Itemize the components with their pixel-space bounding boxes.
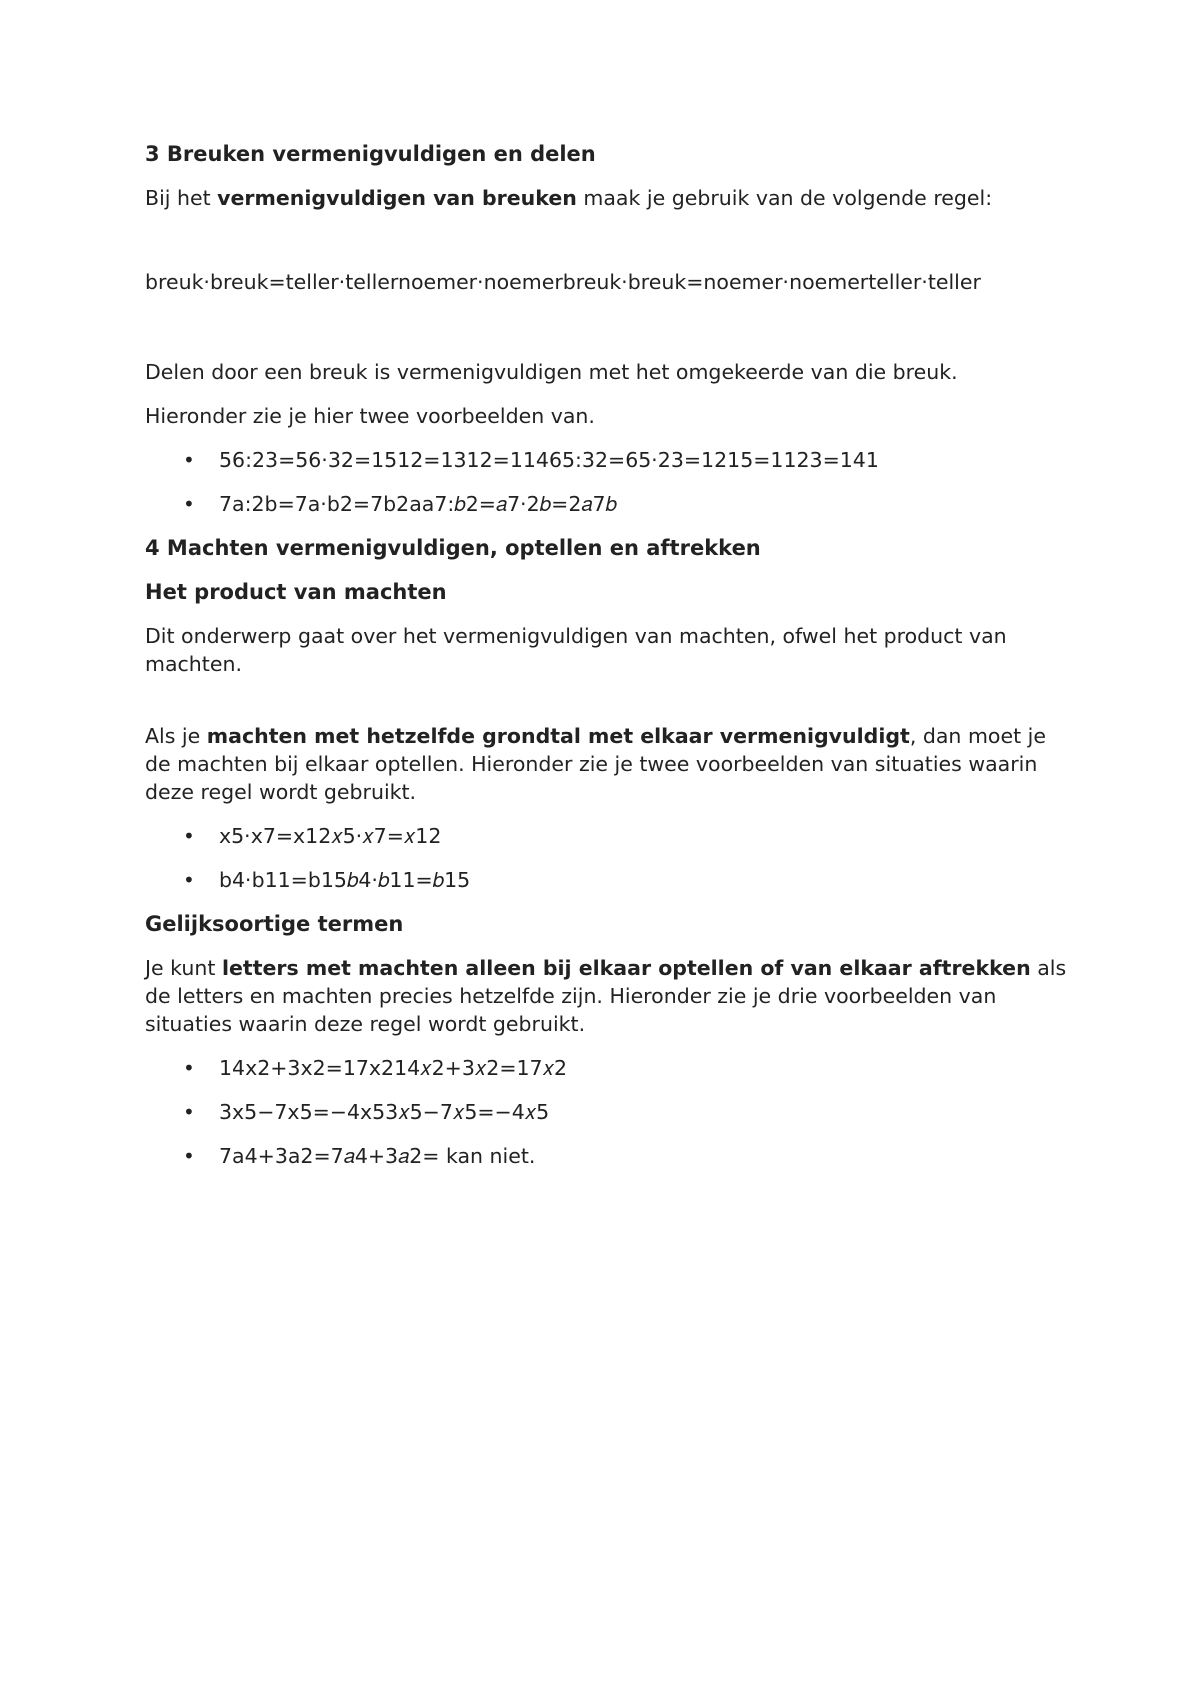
like-terms-rule xyxy=(145,954,1075,1038)
bullet-icon: • xyxy=(183,1100,195,1124)
example-formula: 3x5−7x5=−4x53𝑥5−7𝑥5=−4𝑥5 xyxy=(219,1100,550,1124)
example-formula: 14x2+3x2=17x214𝑥2+3𝑥2=17𝑥2 xyxy=(219,1056,568,1080)
bullet-icon: • xyxy=(183,868,195,892)
rule-prefix: Als je xyxy=(145,724,207,748)
list-item xyxy=(145,822,1075,850)
fraction-rule-formula: breuk⋅breuk=teller⋅tellernoemer⋅noemerbreuk⋅breuk=noemer⋅noemerteller⋅teller xyxy=(145,270,981,294)
intro-prefix: Bij het xyxy=(145,186,218,210)
subheading-product: Het product van machten xyxy=(145,580,447,604)
list-item xyxy=(145,1098,1075,1126)
terms-bold: letters met machten alleen bij elkaar optellen of van elkaar aftrekken xyxy=(221,956,1031,980)
product-intro: Dit onderwerp gaat over het vermenigvuldigen van machten, ofwel het product van machten. xyxy=(145,624,1007,676)
list-item xyxy=(145,866,1075,894)
section-4-heading: 4 Machten vermenigvuldigen, optellen en aftrekken xyxy=(145,536,761,560)
section-3-heading: 3 Breuken vermenigvuldigen en delen xyxy=(145,142,596,166)
rule-bold: machten met hetzelfde grondtal met elkaar vermenigvuldigt xyxy=(206,724,910,748)
terms-suffix: als de letters en machten precies hetzelfde zijn. Hieronder zie je drie voorbeelden van situaties waarin deze regel wordt gebruikt. xyxy=(145,956,1067,1036)
subheading-like-terms: Gelijksoortige termen xyxy=(145,912,404,936)
terms-prefix: Je kunt xyxy=(145,956,222,980)
rule-suffix: , dan moet je de machten bij elkaar optellen. Hieronder zie je twee voorbeelden van situaties waarin deze regel wordt gebruikt. xyxy=(145,724,1046,804)
product-rule xyxy=(145,722,1075,806)
bullet-icon: • xyxy=(183,492,195,516)
product-examples-list xyxy=(145,822,1075,894)
bullet-icon: • xyxy=(183,1056,195,1080)
list-item xyxy=(145,1142,1075,1170)
list-item xyxy=(145,490,1075,518)
example-formula: 7a:2b=7a⋅b2=7b2aa7:𝑏2=𝑎7⋅2𝑏=2𝑎7𝑏 xyxy=(219,492,617,516)
example-formula: 56:23=56⋅32=1512=1312=11465:32=65⋅23=1215=1123=141 xyxy=(219,448,879,472)
list-item xyxy=(145,446,1075,474)
division-text: Delen door een breuk is vermenigvuldigen met het omgekeerde van die breuk. xyxy=(145,360,958,384)
example-formula: x5⋅x7=x12𝑥5⋅𝑥7=𝑥12 xyxy=(219,824,442,848)
document-page xyxy=(145,140,1075,1186)
fraction-examples-list xyxy=(145,446,1075,518)
spacer xyxy=(145,312,1075,358)
list-item xyxy=(145,1054,1075,1082)
bullet-icon: • xyxy=(183,1144,195,1168)
like-terms-examples-list xyxy=(145,1054,1075,1170)
examples-intro: Hieronder zie je hier twee voorbeelden van. xyxy=(145,404,595,428)
multiply-fractions-intro xyxy=(145,184,1075,212)
example-formula: b4⋅b11=b15𝑏4⋅𝑏11=𝑏15 xyxy=(219,868,471,892)
bullet-icon: • xyxy=(183,448,195,472)
spacer xyxy=(145,228,1075,268)
intro-bold: vermenigvuldigen van breuken xyxy=(217,186,577,210)
bullet-icon: • xyxy=(183,824,195,848)
intro-suffix: maak je gebruik van de volgende regel: xyxy=(576,186,993,210)
spacer xyxy=(145,694,1075,722)
example-formula: 7a4+3a2=7𝑎4+3𝑎2= kan niet. xyxy=(219,1144,536,1168)
